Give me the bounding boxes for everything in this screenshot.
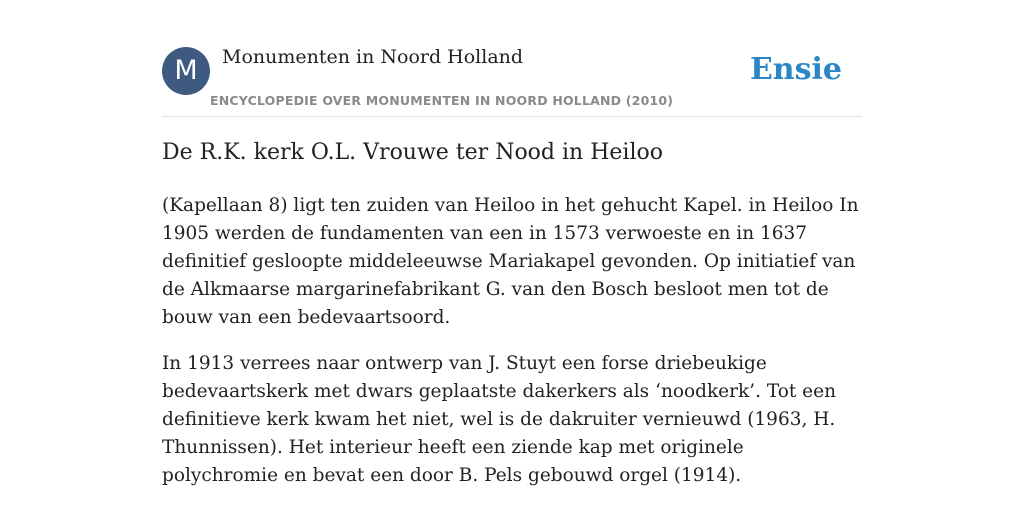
article-body [162,192,862,508]
article-title: De R.K. kerk O.L. Vrouwe ter Nood in Heiloo [162,140,663,165]
source-subtitle: ENCYCLOPEDIE OVER MONUMENTEN IN NOORD HOLLAND (2010) [210,93,674,108]
avatar[interactable]: M [162,47,210,95]
ensie-logo[interactable]: Ensie [749,52,842,87]
article-paragraph: (Kapellaan 8) ligt ten zuiden van Heiloo in het gehucht Kapel. in Heiloo In 1905 werden de fundamenten van een in 1573 verwoeste en in 1637 definitief gesloopte middeleeuwse Mariakapel gevonden. Op initiatief van de Alkmaarse margarinefabrikant G. van den Bosch besloot men tot de bouw van een bedevaartsoord. [162,195,859,328]
source-header [162,46,862,117]
article-paragraph: In 1913 verrees naar ontwerp van J. Stuyt een forse driebeukige bedevaartskerk met dwars geplaatste dakerkers als ‘noodkerk’. Tot een definitieve kerk kwam het niet, wel is de dakruiter vernieuwd (1963, H. Thunnissen). Het interieur heeft een ziende kap met originele polychromie en bevat een door B. Pels gebouwd orgel (1914). [162,353,836,486]
source-title[interactable]: Monumenten in Noord Holland [222,46,524,68]
